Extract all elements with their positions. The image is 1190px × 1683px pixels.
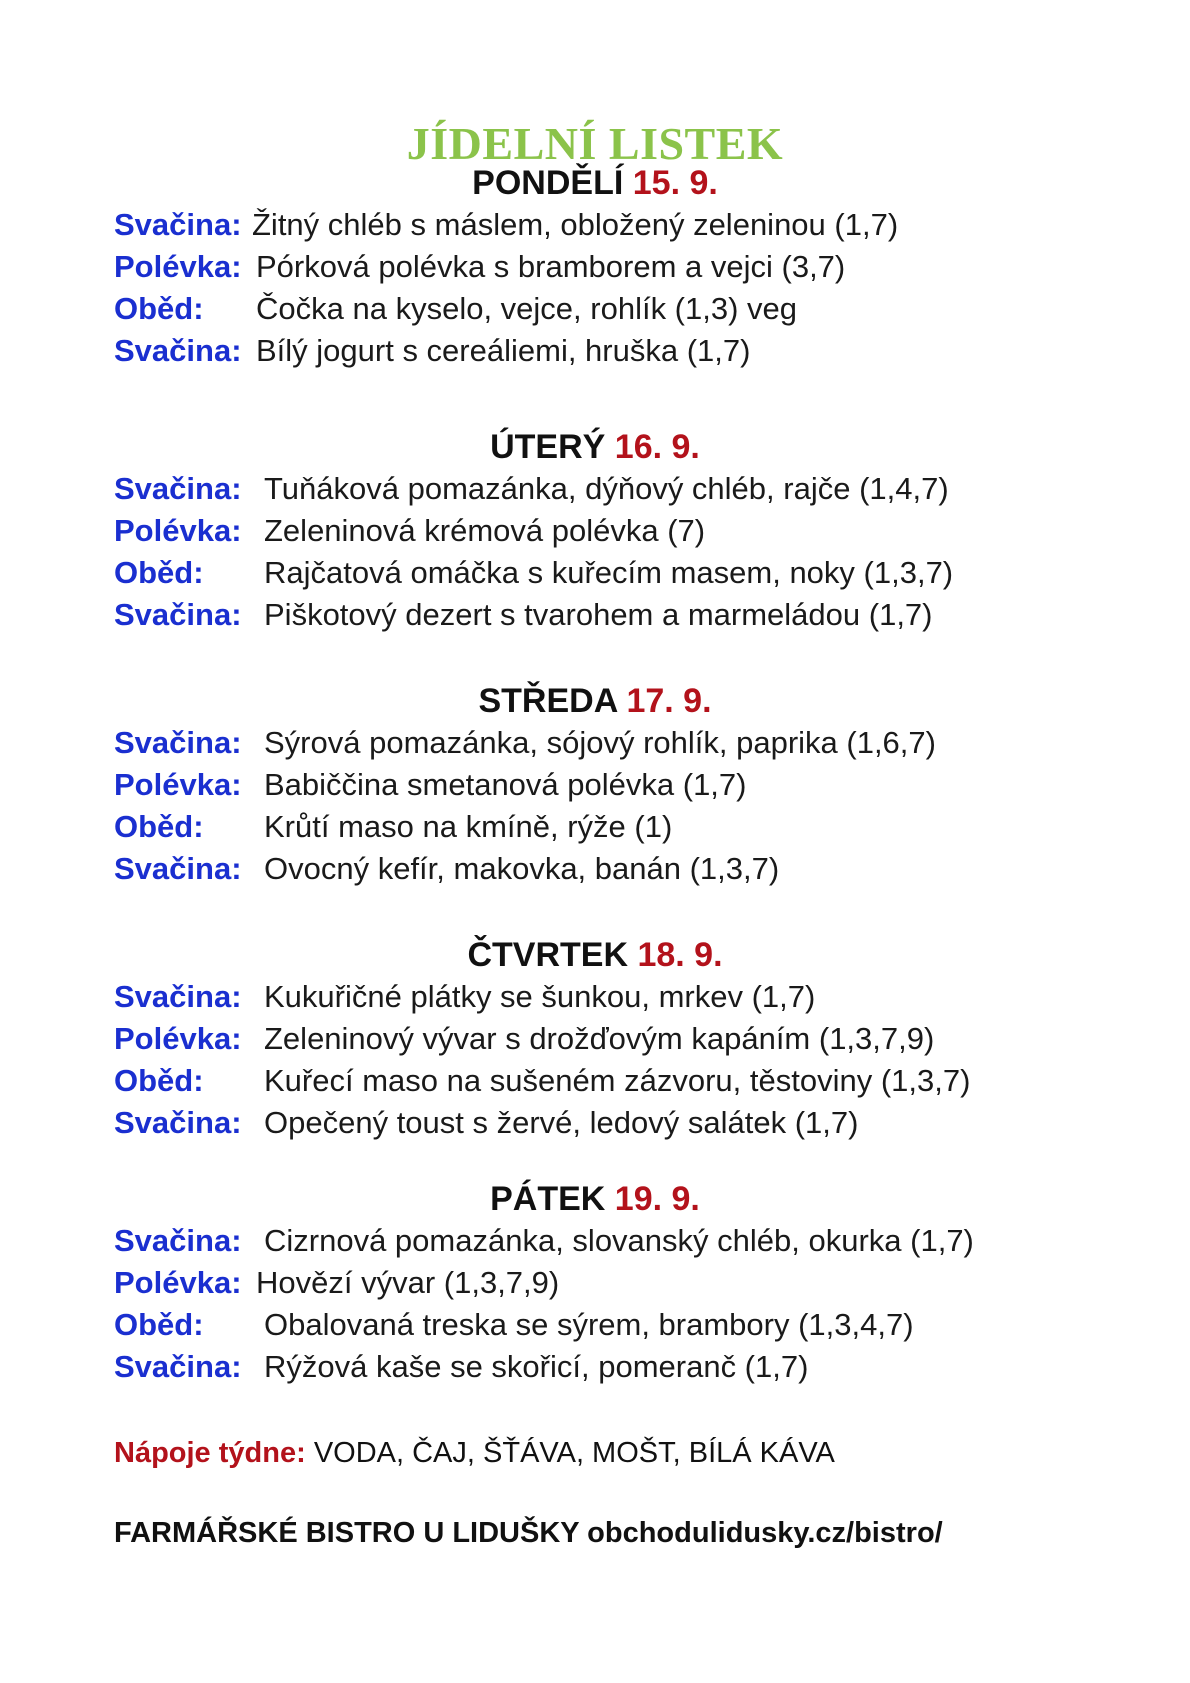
meal-row (0, 594, 1190, 636)
meal-dish: Zeleninová krémová polévka (7) (264, 513, 706, 548)
bistro-footer: FARMÁŘSKÉ BISTRO U LIDUŠKY obchodulidusky.cz/bistro/ (114, 1517, 943, 1549)
meal-row (0, 1304, 1190, 1346)
meal-dish: Sýrová pomazánka, sójový rohlík, paprika (1,6,7) (264, 725, 936, 760)
day-heading (0, 426, 1190, 468)
meal-row (0, 976, 1190, 1018)
meal-label: Oběd: (114, 1307, 204, 1342)
day-name: STŘEDA (478, 682, 617, 720)
menu-title: JÍDELNÍ LISTEK (406, 118, 784, 169)
day-section-wednesday (0, 680, 1190, 890)
meal-row (0, 848, 1190, 890)
meal-row (0, 288, 1190, 330)
meal-row (0, 204, 1190, 246)
meal-label: Svačina: (114, 597, 242, 632)
meal-label: Svačina: (114, 1223, 242, 1258)
meal-label: Svačina: (114, 851, 242, 886)
day-heading (0, 934, 1190, 976)
meal-row (0, 1220, 1190, 1262)
meal-dish: Babiččina smetanová polévka (1,7) (264, 767, 747, 802)
meal-dish: Cizrnová pomazánka, slovanský chléb, okurka (1,7) (264, 1223, 974, 1258)
meal-dish: Kukuřičné plátky se šunkou, mrkev (1,7) (264, 979, 816, 1014)
meal-label: Svačina: (114, 471, 242, 506)
drinks-label: Nápoje týdne: (114, 1437, 306, 1469)
meal-dish: Zeleninový vývar s drožďovým kapáním (1,3,7,9) (264, 1021, 935, 1056)
meal-label: Oběd: (114, 555, 204, 590)
day-date: 17. 9. (626, 682, 712, 720)
meal-label: Polévka: (114, 767, 242, 802)
meal-row (0, 468, 1190, 510)
meal-row (0, 552, 1190, 594)
meal-dish: Rajčatová omáčka s kuřecím masem, noky (1,3,7) (264, 555, 954, 590)
day-section-tuesday (0, 426, 1190, 636)
day-section-friday (0, 1178, 1190, 1388)
meal-dish: Hovězí vývar (1,3,7,9) (256, 1265, 560, 1300)
meal-row (0, 1102, 1190, 1144)
meal-label: Svačina: (114, 725, 242, 760)
meal-row (0, 722, 1190, 764)
day-heading (0, 1178, 1190, 1220)
meal-label: Svačina: (114, 207, 242, 242)
meal-row (0, 1018, 1190, 1060)
day-date: 19. 9. (614, 1180, 700, 1218)
day-name: PONDĚLÍ (472, 164, 624, 202)
meal-label: Svačina: (114, 979, 242, 1014)
day-name: PÁTEK (490, 1180, 606, 1218)
meal-dish: Kuřecí maso na sušeném zázvoru, těstoviny (1,3,7) (264, 1063, 971, 1098)
day-heading (0, 162, 1190, 204)
meal-dish: Opečený toust s žervé, ledový salátek (1,7) (264, 1105, 859, 1140)
meal-row (0, 1060, 1190, 1102)
meal-label: Svačina: (114, 333, 242, 368)
day-section-monday (0, 162, 1190, 372)
meal-dish: Ovocný kefír, makovka, banán (1,3,7) (264, 851, 780, 886)
meal-label: Polévka: (114, 249, 242, 284)
meal-row (0, 246, 1190, 288)
meal-row (0, 764, 1190, 806)
meal-label: Oběd: (114, 809, 204, 844)
meal-label: Oběd: (114, 1063, 204, 1098)
meal-label: Svačina: (114, 1105, 242, 1140)
meal-dish: Rýžová kaše se skořicí, pomeranč (1,7) (264, 1349, 809, 1384)
day-heading (0, 680, 1190, 722)
meal-dish: Žitný chléb s máslem, obložený zeleninou (1,7) (252, 207, 899, 242)
meal-row (0, 330, 1190, 372)
meal-dish: Obalovaná treska se sýrem, brambory (1,3,4,7) (264, 1307, 914, 1342)
meal-row (0, 806, 1190, 848)
meal-dish: Bílý jogurt s cereáliemi, hruška (1,7) (256, 333, 751, 368)
meal-dish: Pórková polévka s bramborem a vejci (3,7) (256, 249, 846, 284)
meal-label: Polévka: (114, 1021, 242, 1056)
day-date: 16. 9. (614, 428, 700, 466)
day-name: ÚTERÝ (490, 428, 606, 466)
drinks-of-week (114, 1433, 835, 1473)
day-section-thursday (0, 934, 1190, 1144)
meal-row (0, 510, 1190, 552)
meal-label: Polévka: (114, 1265, 242, 1300)
drinks-items: VODA, ČAJ, ŠŤÁVA, MOŠT, BÍLÁ KÁVA (313, 1437, 835, 1469)
day-date: 18. 9. (637, 936, 723, 974)
meal-dish: Piškotový dezert s tvarohem a marmeládou (1,7) (264, 597, 933, 632)
meal-row (0, 1262, 1190, 1304)
meal-dish: Tuňáková pomazánka, dýňový chléb, rajče (1,4,7) (264, 471, 949, 506)
meal-label: Oběd: (114, 291, 204, 326)
meal-dish: Krůtí maso na kmíně, rýže (1) (264, 809, 673, 844)
day-date: 15. 9. (632, 164, 718, 202)
day-name: ČTVRTEK (467, 936, 629, 974)
meal-label: Polévka: (114, 513, 242, 548)
meal-label: Svačina: (114, 1349, 242, 1384)
meal-row (0, 1346, 1190, 1388)
meal-dish: Čočka na kyselo, vejce, rohlík (1,3) veg (256, 291, 798, 326)
